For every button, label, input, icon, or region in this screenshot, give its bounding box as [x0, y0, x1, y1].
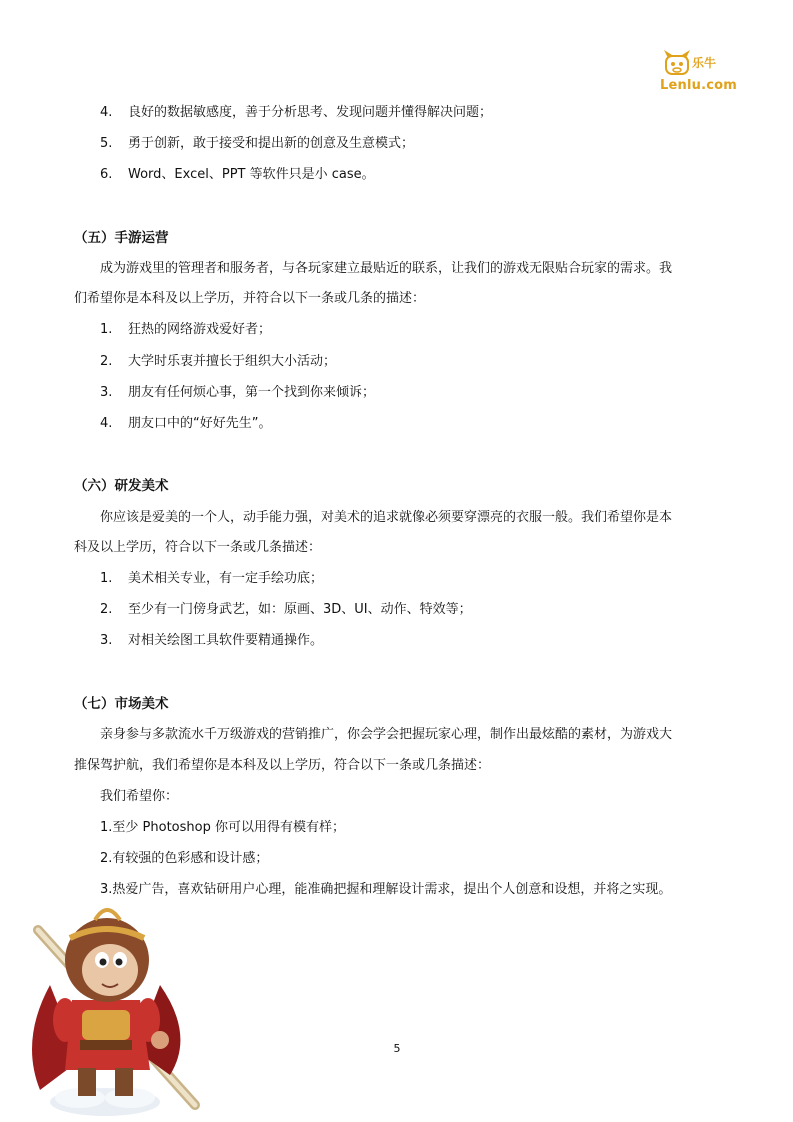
list-item: 2.有较强的色彩感和设计感； — [100, 851, 269, 866]
list-item: 良好的数据敏感度，善于分析思考、发现问题并懂得解决问题； — [128, 105, 493, 120]
page-number: 5 — [393, 1042, 401, 1055]
list-item-number: 4. — [100, 416, 113, 431]
paragraph-line: 科及以上学历，符合以下一条或几条描述： — [74, 540, 322, 555]
list-item-number: 5. — [100, 136, 113, 151]
list-item: 1.至少 Photoshop 你可以用得有模有样； — [100, 820, 345, 835]
list-item-number: 3. — [100, 633, 113, 648]
list-item: 朋友口中的“好好先生”。 — [128, 416, 272, 431]
logo-brand-cn: 乐牛 — [692, 56, 717, 70]
list-item: 朋友有任何烦心事，第一个找到你来倾诉； — [128, 385, 376, 400]
list-item: 至少有一门傍身武艺，如：原画、3D、UI、动作、特效等； — [128, 602, 472, 617]
paragraph-line: 你应该是爱美的一个人，动手能力强，对美术的追求就像必须要穿漂亮的衣服一般。我们希望你是本 — [100, 510, 673, 525]
list-item: 美术相关专业，有一定手绘功底； — [128, 571, 324, 586]
list-item-number: 6. — [100, 167, 113, 182]
list-item-number: 2. — [100, 602, 113, 617]
section-heading: （五）手游运营 — [74, 230, 169, 246]
list-item: 狂热的网络游戏爱好者； — [128, 322, 272, 337]
section-heading: （六）研发美术 — [74, 478, 169, 494]
section-heading: （七）市场美术 — [74, 696, 169, 712]
paragraph-line: 我们希望你： — [100, 789, 179, 804]
lenju-logo — [660, 48, 737, 98]
monkey-king-mascot-icon — [10, 890, 210, 1122]
list-item: 勇于创新，敢于接受和提出新的创意及生意模式； — [128, 136, 415, 151]
list-item-number: 2. — [100, 354, 113, 369]
list-item: Word、Excel、PPT 等软件只是小 case。 — [128, 167, 375, 182]
paragraph-line: 成为游戏里的管理者和服务者，与各玩家建立最贴近的联系，让我们的游戏无限贴合玩家的需求。我 — [100, 261, 673, 276]
paragraph-line: 们希望你是本科及以上学历，并符合以下一条或几条的描述： — [74, 291, 426, 306]
logo-brand-en: Lenlu.com — [660, 78, 737, 93]
list-item: 对相关绘图工具软件要精通操作。 — [128, 633, 324, 648]
list-item-number: 1. — [100, 571, 113, 586]
paragraph-line: 亲身参与多款流水千万级游戏的营销推广，你会学会把握玩家心理，制作出最炫酷的素材，为游戏大 — [100, 727, 673, 742]
list-item: 3.热爱广告，喜欢钻研用户心理，能准确把握和理解设计需求，提出个人创意和设想，并将之实现。 — [100, 882, 672, 897]
list-item: 大学时乐衷并擅长于组织大小活动； — [128, 354, 337, 369]
list-item-number: 4. — [100, 105, 113, 120]
list-item-number: 3. — [100, 385, 113, 400]
list-item-number: 1. — [100, 322, 113, 337]
paragraph-line: 推保驾护航，我们希望你是本科及以上学历，符合以下一条或几条描述： — [74, 758, 491, 773]
